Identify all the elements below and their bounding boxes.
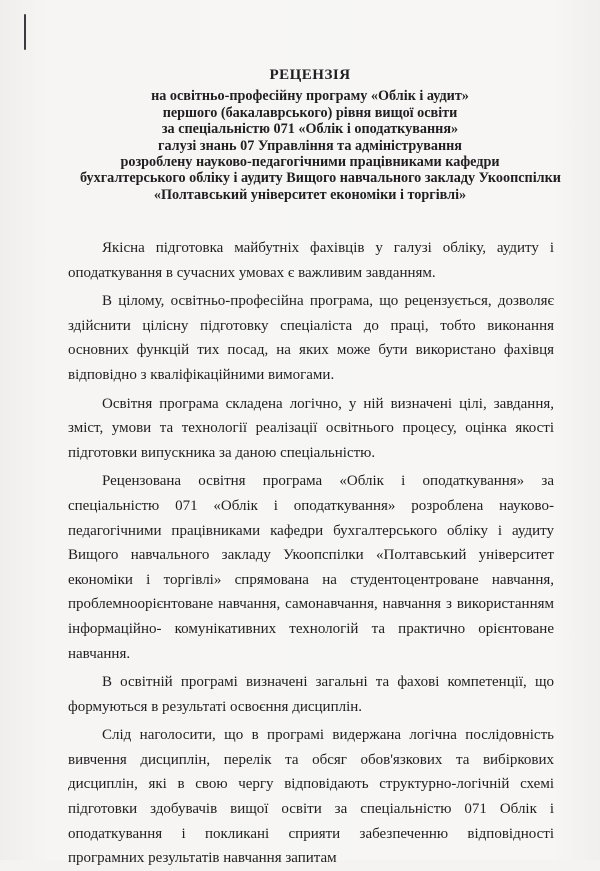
paragraph: В цілому, освітньо-професійна програма, що рецензується, дозволяє здійснити цілісну підготовку спеціаліста до праці, тобто виконання основних функцій тих посад, на яких може бути використано фахівця відповідно з кваліфікаційними вимогами. bbox=[68, 293, 554, 383]
paragraph: Слід наголосити, що в програмі видержана логічна послідовність вивчення дисциплін, перелік та обсяг обов'язкових та вибіркових дисциплін, які в свою чергу відповідають структурно-логічній схемі підготовки здобувачів вищої освіти за спеціальністю 071 Облік і оподаткування і покликані сприяти забезпеченню відповідності програмних результатів навчання запитам bbox=[68, 727, 554, 867]
paragraph: В освітній програмі визначені загальні та фахові компетенції, що формуються в результаті освоєння дисциплін. bbox=[68, 674, 554, 715]
document-heading bbox=[80, 67, 561, 203]
paragraph: Рецензована освітня програма «Облік і оподаткування» за спеціальністю 071 «Облік і оподаткування» розроблена науково-педагогічними працівниками кафедри бухгалтерського обліку і аудиту Вищого навчального закладу Укоопспілки «Полтавський університет економіки і торгівлі» спрямована на студентоцентроване навчання, проблемноорієнтоване навчання, самонавчання, навчання з використанням інформаційно- комунікативних технологій та практично орієнтоване навчання. bbox=[68, 473, 554, 662]
paragraph: Якісна підготовка майбутніх фахівців у галузі обліку, аудиту і оподаткування в сучасних умовах є важливим завданням. bbox=[68, 240, 554, 281]
document-body bbox=[68, 236, 554, 871]
heading-line-university: «Полтавський університет економіки і торгівлі» bbox=[153, 186, 467, 203]
heading-line-field: галузі знань 07 Управління та адміністрування bbox=[158, 137, 462, 154]
heading-line-authors: розроблену науково-педагогічними працівниками кафедри bbox=[120, 154, 500, 171]
heading-line-specialty: за спеціальністю 071 «Облік і оподаткування» bbox=[161, 121, 459, 138]
heading-line-level: першого (бакалаврського) рівня вищої освіти bbox=[162, 104, 458, 121]
paragraph: Освітня програма складена логічно, у ній визначені цілі, завдання, зміст, умови та технології реалізації освітнього процесу, оцінка якості підготовки випускника за даною спеціальністю. bbox=[68, 395, 554, 461]
heading-line-program: на освітньо-професійну програму «Облік і аудит» bbox=[151, 88, 469, 105]
review-title: РЕЦЕНЗІЯ bbox=[269, 67, 351, 83]
pen-mark bbox=[24, 14, 26, 50]
heading-line-department: бухгалтерського обліку і аудиту Вищого навчального закладу Укоопспілки bbox=[80, 170, 561, 187]
